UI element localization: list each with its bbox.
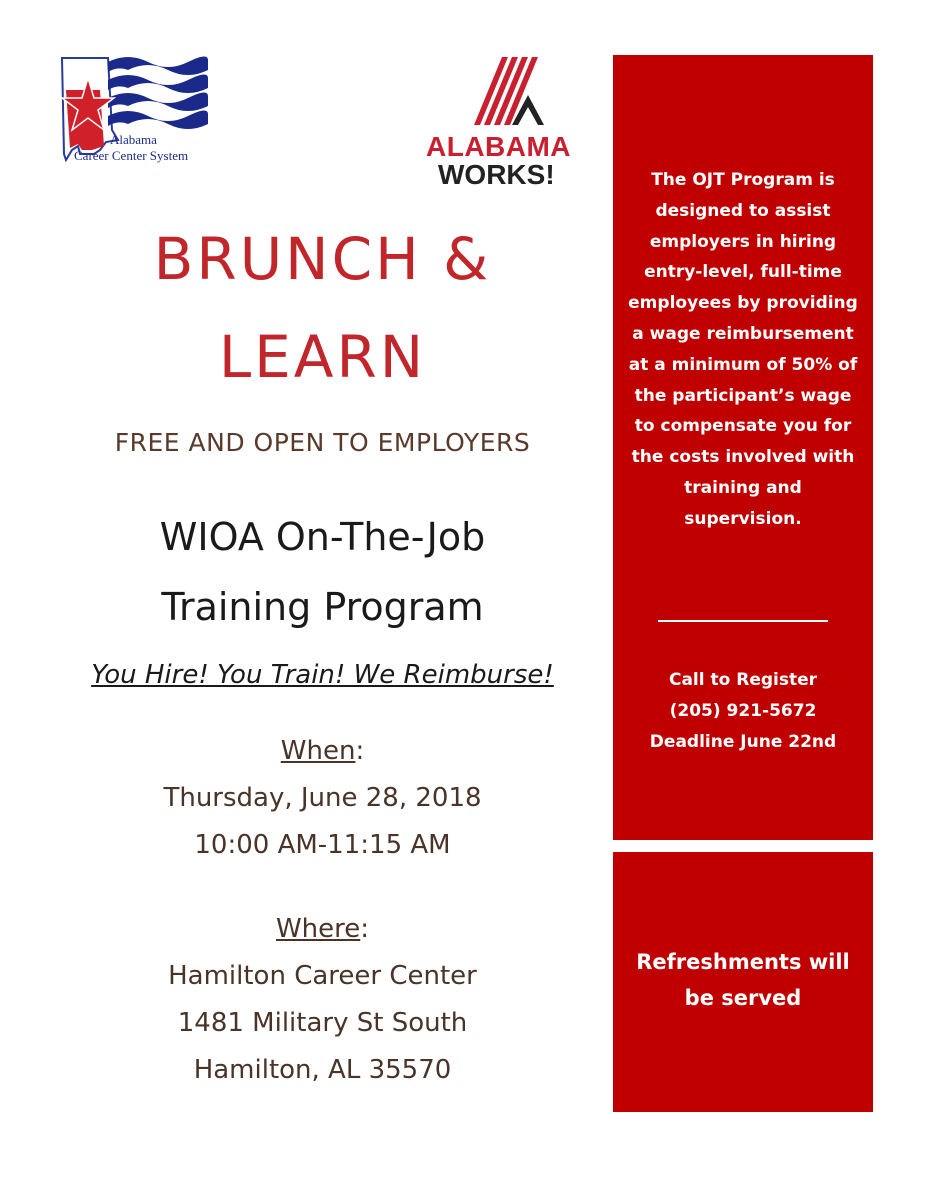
refreshments-panel [613,852,873,1112]
when-heading [40,728,605,775]
venue-street: 1481 Military St South [177,1008,468,1038]
headline-line2: LEARN [218,323,427,391]
program-line1: WIOA On-The-Job [159,515,486,559]
alabama-works-logo [420,55,588,190]
when-label: When [280,736,356,766]
tagline: You Hire! You Train! We Reimburse! [91,660,554,690]
register-cta: Call to Register [668,670,818,690]
registration-info [623,665,863,758]
when-colon: : [355,736,365,766]
refreshments-text: Refreshments will be served [636,950,850,1010]
register-deadline: Deadline June 22nd [649,732,837,752]
when-section [40,728,605,869]
program-title [40,502,605,642]
career-center-line1: Alabama [110,132,157,147]
program-line2: Training Program [161,585,484,629]
event-date: Thursday, June 28, 2018 [163,783,482,813]
panel-divider [658,620,828,622]
ojt-description: The OJT Program is designed to assist employers in hiring entry-level, full-time employees by providing a wage reimbursement at a minimum of 50% of the participant’s wage to compensate you for the costs involved with training and supervision. [628,170,858,529]
where-label: Where [275,914,361,944]
ojt-info-panel [613,55,873,840]
register-phone: (205) 921-5672 [669,701,817,721]
venue-name: Hamilton Career Center [168,961,477,991]
subhead: FREE AND OPEN TO EMPLOYERS [114,428,531,457]
where-section [40,906,605,1094]
where-heading [40,906,605,953]
chevron-stripes-icon [420,55,588,135]
venue-city: Hamilton, AL 35570 [193,1055,452,1085]
where-colon: : [360,914,370,944]
alabama-career-center-logo [48,50,208,170]
event-time: 10:00 AM-11:15 AM [194,830,451,860]
headline-line1: BRUNCH & [153,225,492,293]
career-center-line2: Career Center System [74,148,189,163]
headline [40,210,605,406]
works-word: WORKS! [438,159,555,190]
alabama-word: ALABAMA [426,131,572,162]
